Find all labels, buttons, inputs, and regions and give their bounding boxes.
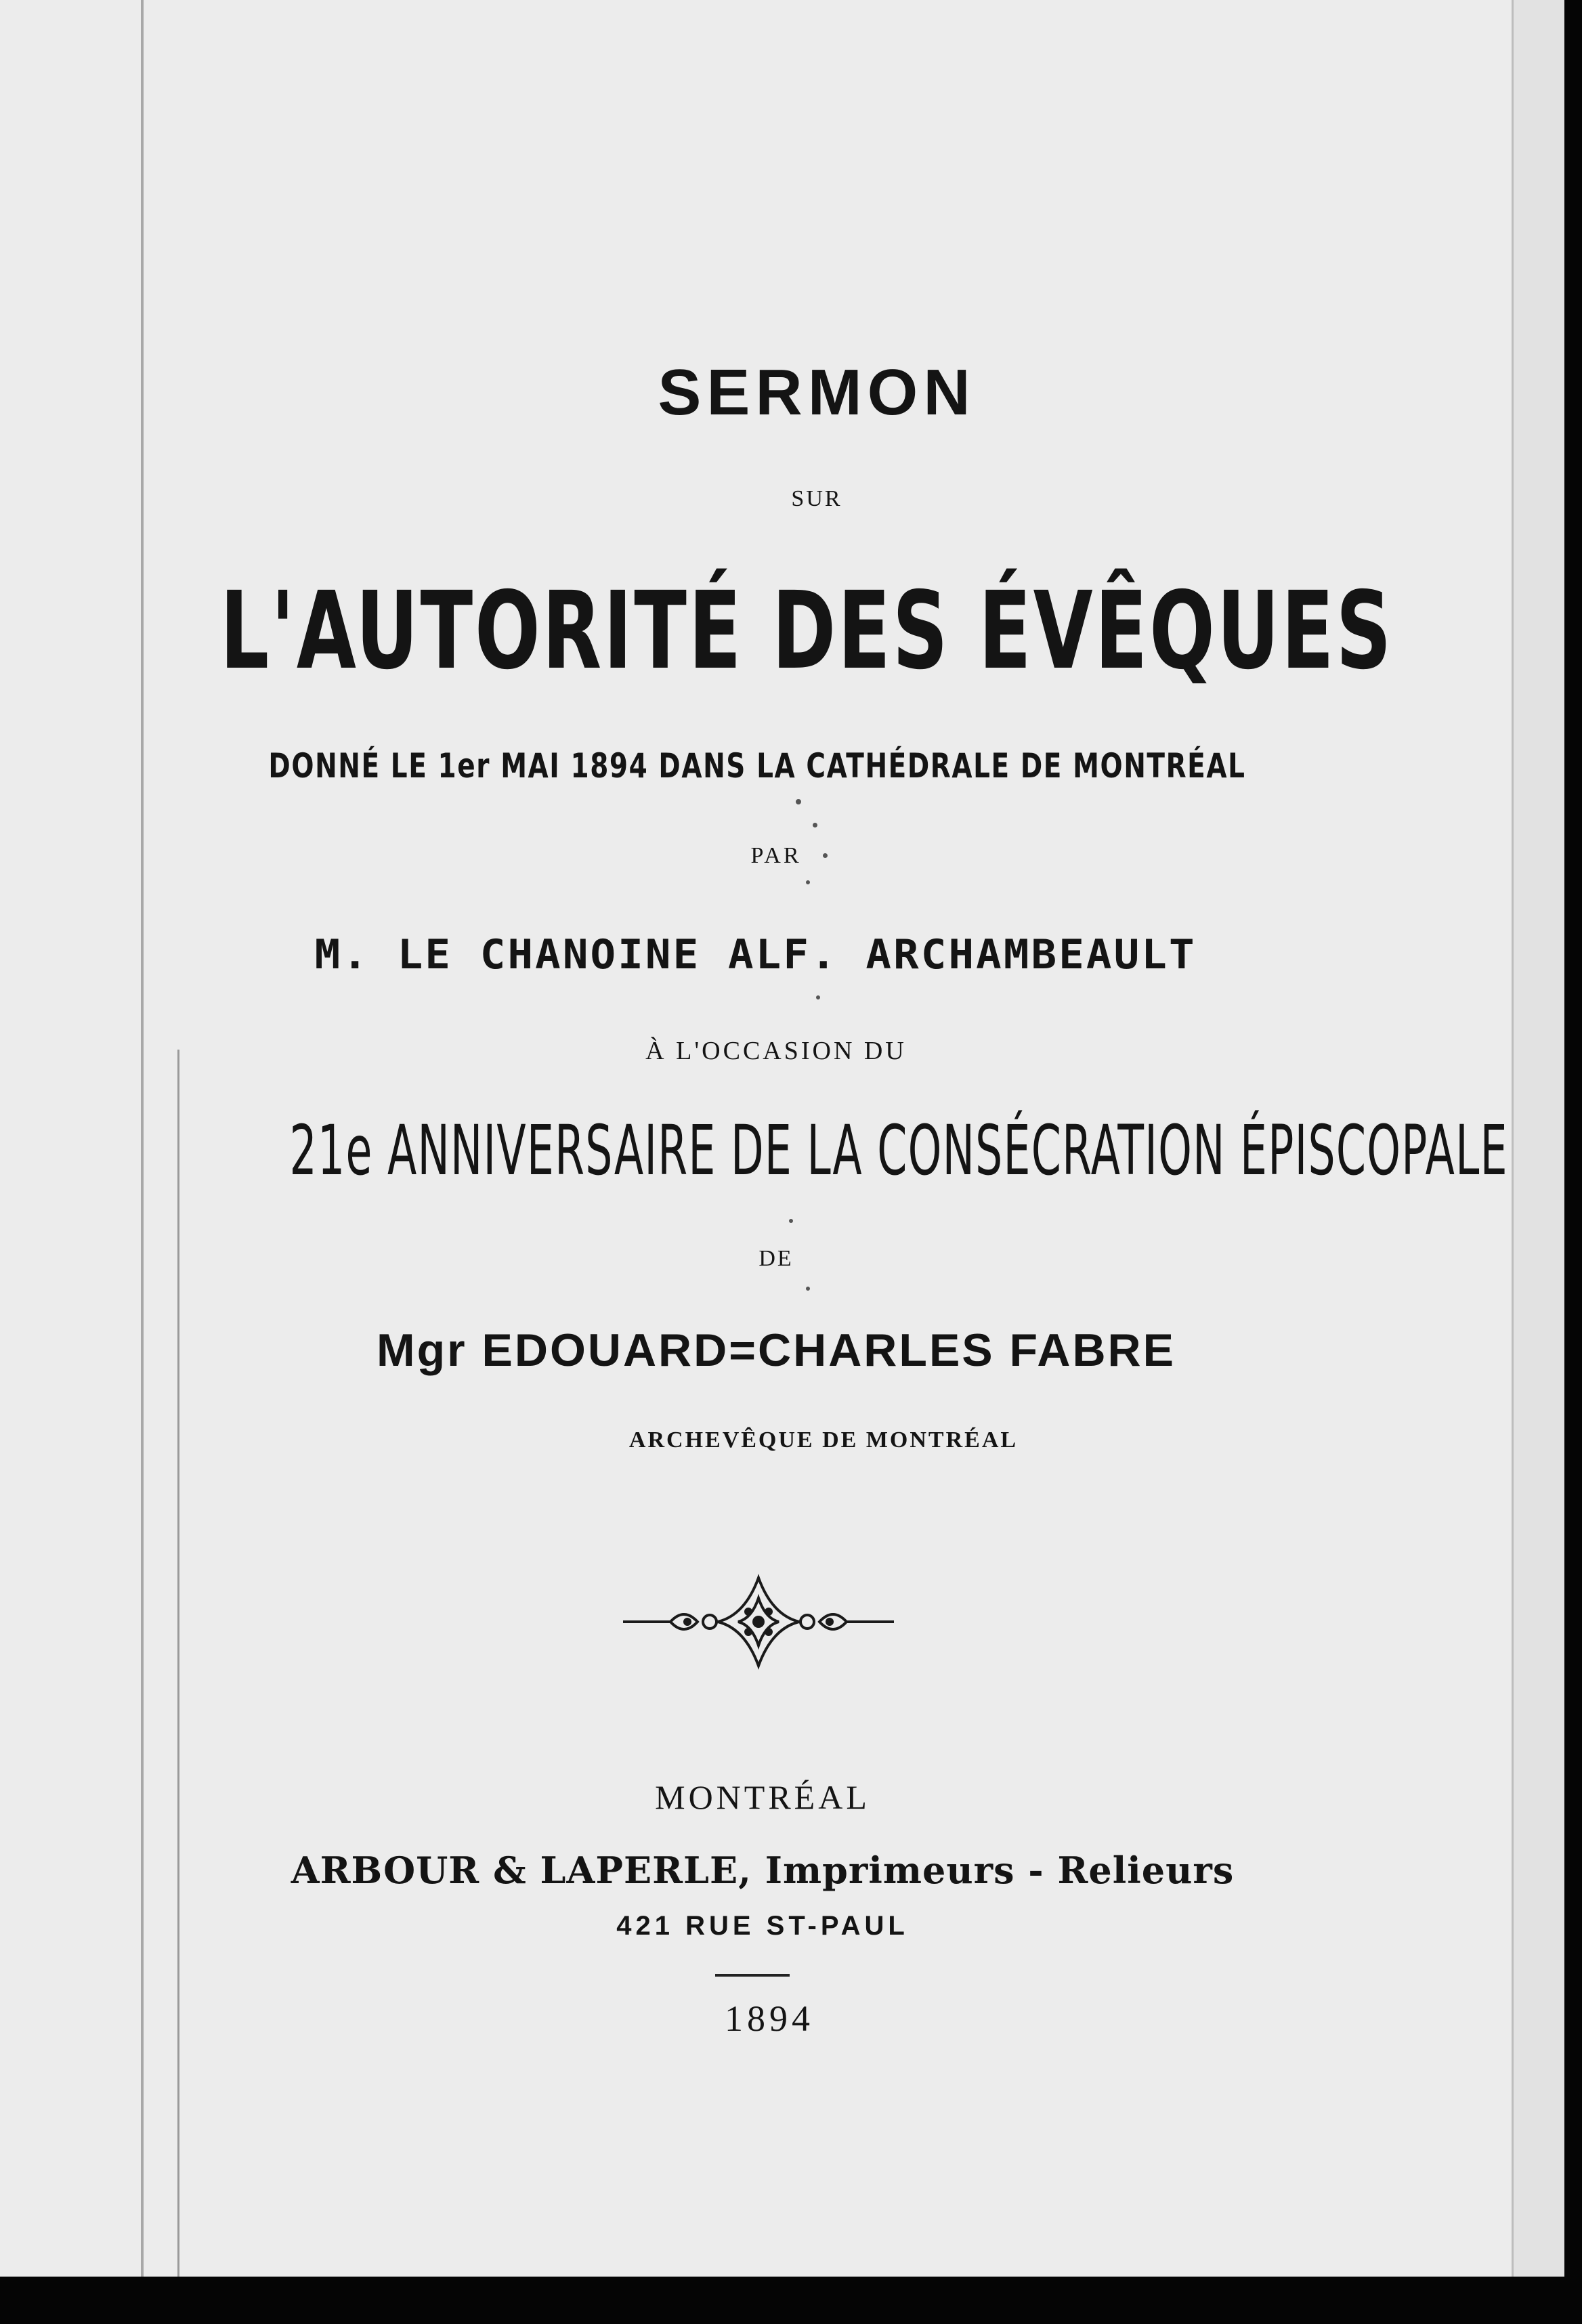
divider-rule (715, 1974, 790, 1977)
speck (823, 853, 828, 858)
page-right-edge (1512, 0, 1564, 2277)
publisher-city: MONTRÉAL (655, 1778, 870, 1816)
printer-address: 421 RUE ST-PAUL (616, 1911, 909, 1941)
speck (789, 1219, 793, 1223)
publication-year: 1894 (725, 1998, 814, 2039)
speck (813, 823, 817, 827)
speck (796, 799, 801, 804)
given-line: DONNÉ LE 1er MAI 1894 DANS LA CATHÉDRALE DE MONTRÉAL (268, 746, 1246, 786)
de-label: DE (758, 1246, 794, 1271)
fleuron-ornament-icon (623, 1571, 894, 1673)
printer-name: ARBOUR & LAPERLE, Imprimeurs - Relieurs (291, 1849, 1235, 1892)
anniversary-line: 21e ANNIVERSAIRE DE LA CONSÉCRATION ÉPISCOPALE (289, 1111, 1508, 1191)
speck (806, 1287, 810, 1291)
sur-label: SUR (791, 486, 842, 511)
main-title: L'AUTORITÉ DES ÉVÊQUES (219, 569, 1394, 693)
document-title: SERMON (658, 356, 976, 429)
bishop-name: Mgr EDOUARD=CHARLES FABRE (376, 1325, 1176, 1376)
fold-line-secondary (177, 1050, 179, 2277)
author-name: M. LE CHANOINE ALF. ARCHAMBEAULT (314, 931, 1197, 978)
occasion-label: À L'OCCASION DU (645, 1037, 907, 1065)
par-label: PAR (750, 843, 802, 868)
speck (816, 995, 820, 999)
speck (806, 880, 810, 884)
bishop-title: ARCHEVÊQUE DE MONTRÉAL (628, 1427, 1019, 1452)
